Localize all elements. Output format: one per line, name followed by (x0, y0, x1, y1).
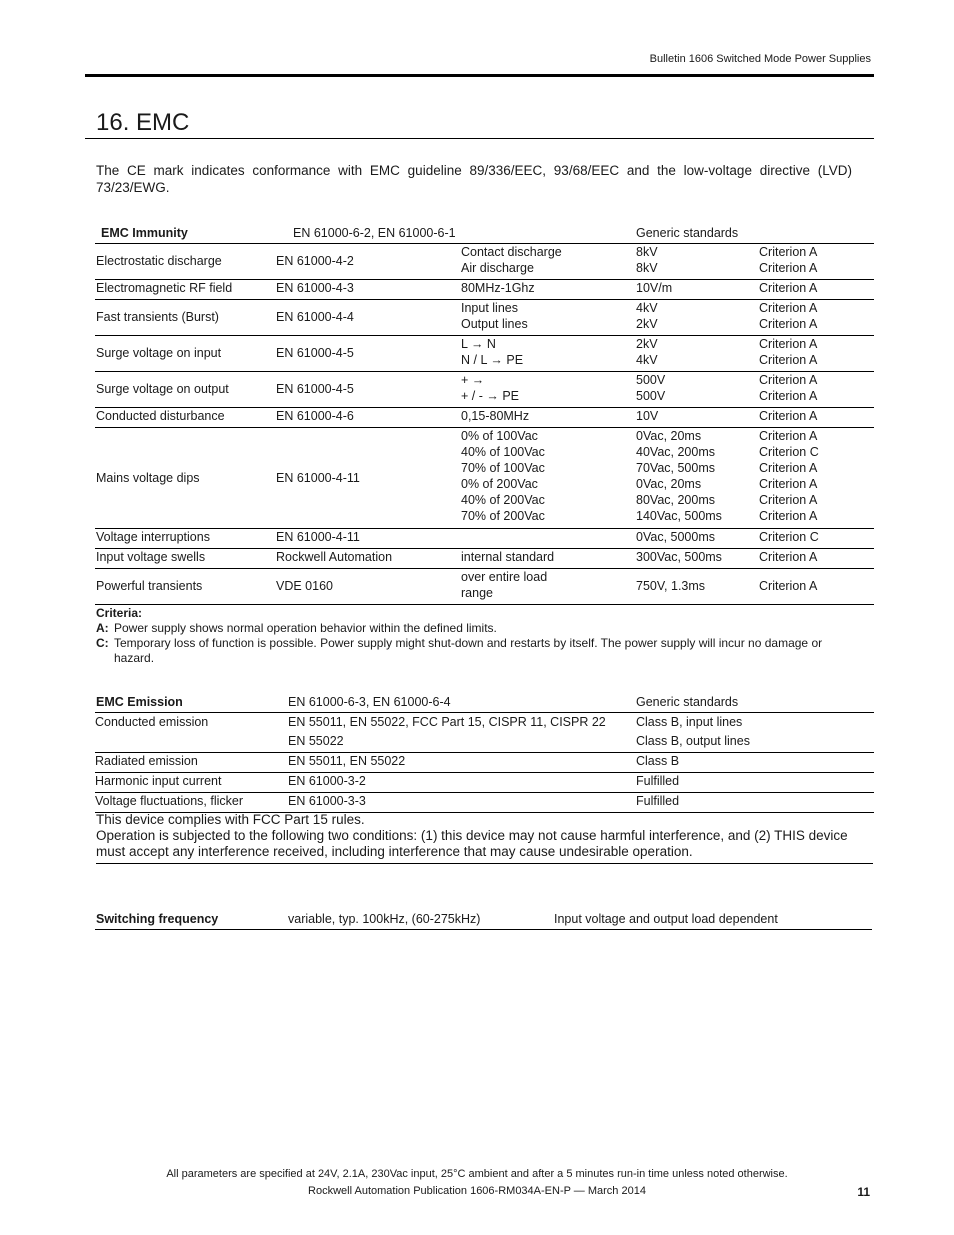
immunity-row (95, 528, 874, 549)
immunity-cell-standard: EN 61000-4-5 (276, 346, 354, 360)
immunity-cell-condition: L → N N / L → PE (461, 337, 524, 367)
immunity-cell-level: 750V, 1.3ms (636, 579, 706, 593)
emission-cell-result: Fulfilled (636, 794, 680, 808)
immunity-cell-function: Conducted disturbance (96, 409, 225, 423)
emission-row (95, 752, 874, 773)
immunity-cell-criterion: Criterion A (759, 550, 818, 564)
immunity-header-note: Generic standards (636, 226, 739, 240)
emission-cell-standard: EN 61000-3-3 (288, 794, 366, 808)
emission-header-note: Generic standards (636, 695, 739, 709)
criterion-c-text: Temporary loss of function is possible. Power supply might shut-down and restarts by itself. The power supply will incur no damage or hazard. (114, 636, 823, 665)
immunity-cell-level: 8kV 8kV (636, 245, 658, 275)
immunity-row (95, 568, 874, 605)
criterion-a (96, 621, 856, 636)
immunity-row (95, 427, 874, 529)
immunity-cell-condition: 0% of 100Vac 40% of 100Vac 70% of 100Vac 0% of 200Vac 40% of 200Vac 70% of 200Vac (461, 429, 545, 523)
emission-cell-result: Class B (636, 754, 680, 768)
immunity-cell-function: Powerful transients (96, 579, 203, 593)
emission-cell-result: Fulfilled (636, 774, 680, 788)
immunity-cell-function: Fast transients (Burst) (96, 310, 219, 324)
immunity-header-label: EMC Immunity (101, 226, 188, 240)
immunity-header-row (95, 224, 874, 244)
emission-header-label: EMC Emission (96, 695, 183, 709)
fcc-line-2: Operation is subjected to the following two conditions: (1) this device may not cause harmful interference, and (2) THIS device must accept any interference received, including interference that may cause undesirable operation. (96, 828, 848, 859)
immunity-cell-condition: 0,15-80MHz (461, 409, 530, 423)
emission-cell-function: Harmonic input current (95, 774, 222, 788)
immunity-header-standards: EN 61000-6-2, EN 61000-6-1 (293, 226, 456, 240)
immunity-cell-standard: VDE 0160 (276, 579, 333, 593)
criteria-title: Criteria: (96, 606, 143, 620)
immunity-cell-level: 4kV 2kV (636, 301, 658, 331)
section-title: 16. EMC (96, 109, 190, 136)
immunity-cell-standard: EN 61000-4-3 (276, 281, 354, 295)
header-rule (85, 74, 874, 77)
immunity-cell-level: 10V (636, 409, 659, 423)
emission-cell-function: Radiated emission (95, 754, 198, 768)
immunity-cell-standard: EN 61000-4-2 (276, 254, 354, 268)
immunity-cell-criterion: Criterion A Criterion C Criterion A Criterion A Criterion A Criterion A (759, 429, 819, 523)
emission-header-standards: EN 61000-6-3, EN 61000-6-4 (288, 695, 451, 709)
immunity-cell-criterion: Criterion A Criterion A (759, 373, 818, 403)
fcc-line-1: This device complies with FCC Part 15 rules. (96, 812, 365, 827)
fcc-statement (96, 812, 873, 864)
immunity-cell-function: Mains voltage dips (96, 471, 200, 485)
immunity-cell-condition: Contact discharge Air discharge (461, 245, 562, 275)
emission-cell-standard: EN 55011, EN 55022 (288, 754, 406, 768)
immunity-cell-function: Electrostatic discharge (96, 254, 222, 268)
immunity-row (95, 371, 874, 408)
switching-value: variable, typ. 100kHz, (60-275kHz) (288, 912, 481, 926)
immunity-row (95, 335, 874, 372)
criterion-c (96, 636, 856, 666)
immunity-cell-criterion: Criterion A Criterion A (759, 301, 818, 331)
immunity-cell-level: 300Vac, 500ms (636, 550, 722, 564)
immunity-cell-standard: EN 61000-4-5 (276, 382, 354, 396)
immunity-cell-standard: EN 61000-4-11 (276, 530, 360, 544)
footer-publication: Rockwell Automation Publication 1606-RM034A-EN-P — March 2014 (308, 1185, 646, 1197)
emission-cell-standard: EN 61000-3-2 (288, 774, 366, 788)
immunity-cell-standard: EN 61000-4-11 (276, 471, 360, 485)
immunity-cell-condition: + → + / - → PE (461, 373, 520, 403)
immunity-cell-criterion: Criterion A Criterion A (759, 245, 818, 275)
criterion-c-key: C: (96, 636, 109, 650)
immunity-cell-level: 0Vac, 20ms 40Vac, 200ms 70Vac, 500ms 0Vac, 20ms 80Vac, 200ms 140Vac, 500ms (636, 429, 722, 523)
immunity-cell-criterion: Criterion C (759, 530, 819, 544)
page-number: 11 (857, 1185, 870, 1199)
footer-note: All parameters are specified at 24V, 2.1A, 230Vac input, 25°C ambient and after a 5 minutes run-in time unless noted otherwise. (166, 1168, 788, 1180)
title-rule (85, 138, 874, 139)
immunity-cell-standard: EN 61000-4-4 (276, 310, 354, 324)
immunity-row (95, 243, 874, 280)
immunity-cell-level: 0Vac, 5000ms (636, 530, 715, 544)
emission-row (95, 792, 874, 813)
immunity-cell-criterion: Criterion A (759, 409, 818, 423)
criterion-a-text: Power supply shows normal operation behavior within the defined limits. (114, 621, 497, 635)
emission-row (95, 712, 874, 753)
emission-cell-function: Conducted emission (95, 715, 209, 729)
intro-paragraph: The CE mark indicates conformance with EMC guideline 89/336/EEC, 93/68/EEC and the low-voltage directive (LVD) 73/23/EWG. (96, 163, 852, 195)
emission-header-row (95, 693, 874, 713)
emission-cell-standard: EN 55011, EN 55022, FCC Part 15, CISPR 11, CISPR 22 EN 55022 (288, 715, 606, 748)
immunity-cell-condition: Input lines Output lines (461, 301, 528, 331)
bulletin-header: Bulletin 1606 Switched Mode Power Supplies (649, 53, 871, 65)
immunity-cell-condition: internal standard (461, 550, 555, 564)
immunity-cell-condition: over entire load range (461, 570, 548, 600)
immunity-cell-criterion: Criterion A (759, 579, 818, 593)
immunity-cell-function: Electromagnetic RF field (96, 281, 233, 295)
immunity-cell-function: Voltage interruptions (96, 530, 210, 544)
switching-frequency-row (95, 910, 872, 930)
switching-label: Switching frequency (96, 912, 219, 926)
immunity-cell-level: 2kV 4kV (636, 337, 658, 367)
immunity-row (95, 407, 874, 428)
immunity-cell-function: Surge voltage on input (96, 346, 222, 360)
immunity-row (95, 548, 874, 569)
emission-row (95, 772, 874, 793)
emission-cell-function: Voltage fluctuations, flicker (95, 794, 243, 808)
immunity-cell-level: 10V/m (636, 281, 673, 295)
switching-note: Input voltage and output load dependent (554, 912, 778, 926)
immunity-cell-level: 500V 500V (636, 373, 666, 403)
criteria-block (96, 606, 856, 666)
immunity-row (95, 299, 874, 336)
criterion-a-key: A: (96, 621, 109, 635)
immunity-cell-standard: EN 61000-4-6 (276, 409, 354, 423)
immunity-cell-standard: Rockwell Automation (276, 550, 393, 564)
emission-cell-result: Class B, input lines Class B, output lines (636, 715, 750, 748)
immunity-cell-condition: 80MHz-1Ghz (461, 281, 535, 295)
immunity-cell-criterion: Criterion A (759, 281, 818, 295)
immunity-cell-criterion: Criterion A Criterion A (759, 337, 818, 367)
immunity-row (95, 279, 874, 300)
immunity-cell-function: Surge voltage on output (96, 382, 229, 396)
immunity-cell-function: Input voltage swells (96, 550, 206, 564)
